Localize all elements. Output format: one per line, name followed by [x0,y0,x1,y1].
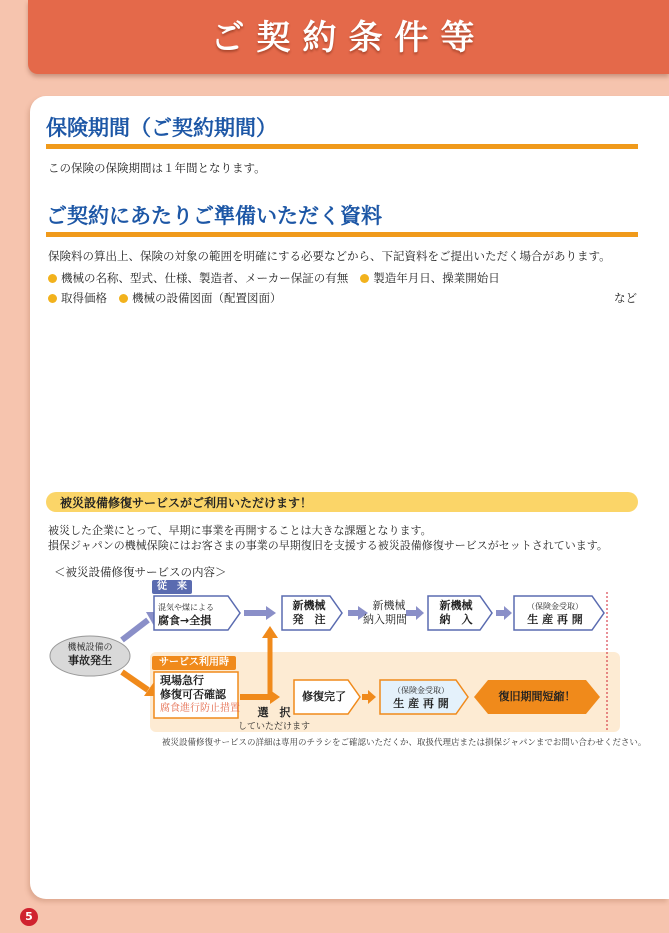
urgent-label-line3: 腐食進行防止措置 [160,703,240,714]
diagram-footnote: 被災設備修復サービスの詳細は専用のチラシをご確認いただくか、取扱代理店または損保ジャパンまでお問い合わせください。 [162,738,647,748]
service-text-line1: 被災した企業にとって、早期に事業を再開することは大きな課題となります。 [48,524,432,537]
arrow-right [244,606,276,620]
header-band [28,0,669,74]
arrow-to-service [122,672,148,690]
shorten-label: 復旧期間短縮！ [498,690,576,703]
arrow-head [262,626,278,638]
arrow-to-conventional [122,620,148,640]
resume1-sub-label: （保険金受取） [527,602,583,611]
section-title-insurance-period: 保険期間（ご契約期間） [46,116,277,140]
delivery-period-line2: 納入期間 [363,613,407,626]
delivered-label-line1: 新機械 [439,599,473,612]
list-item: 機械の名称、型式、仕様、製造者、メーカー保証の有無 [48,271,348,285]
service-flow-diagram [30,96,669,899]
documents-etc: など [614,291,637,305]
corrode-main-label: 腐食→全損 [158,614,212,627]
section-title-documents: ご契約にあたりご準備いただく資料 [46,204,382,228]
resume2-sub-label: （保険金受取） [393,686,449,695]
start-label-line2: 事故発生 [68,654,112,667]
service-banner-text: 被災設備修復サービスがご利用いただけます！ [60,496,313,510]
select-label: 選 択 [257,706,291,719]
list-item: 製造年月日、操業開始日 [360,271,500,285]
list-item: 取得価格 [48,291,107,305]
delivered-label-line2: 納 入 [439,613,473,626]
repair-done-label: 修復完了 [302,690,346,703]
urgent-label-line1: 現場急行 [160,674,204,687]
insurance-period-text: この保険の保険期間は１年間となります。 [48,161,266,175]
content-card [30,96,669,899]
select-sub-label: していただけます [238,722,311,732]
order-label-line1: 新機械 [292,599,326,612]
tag-conventional: 従 来 [152,580,192,594]
start-label-line1: 機械設備の [67,643,113,653]
documents-text: 保険料の算出上、保険の対象の範囲を明確にする必要などから、下記資料をご提出いただく場合があります。 [48,249,611,263]
delivery-period-line1: 新機械 [372,599,406,612]
resume1-main-label: 生 産 再 開 [527,613,583,626]
corrode-sub-label: 混気や煤による [158,603,214,612]
list-item: 機械の設備図面（配置図面） [119,291,282,305]
urgent-label-line2: 修復可否確認 [160,688,226,701]
diagram-heading: ＜被災設備修復サービスの内容＞ [54,565,227,579]
page-number: 5 [20,908,38,926]
service-text-line2: 損保ジャパンの機械保険にはお客さまの事業の早期復旧を支援する被災設備修復サービスがセットされています。 [48,539,608,552]
page-title: ご契約条件等 [210,18,487,58]
arrow-right [496,606,512,620]
order-label-line2: 発 注 [292,613,326,626]
tag-service: サービス利用時 [152,656,236,670]
resume2-main-label: 生 産 再 開 [393,697,449,710]
